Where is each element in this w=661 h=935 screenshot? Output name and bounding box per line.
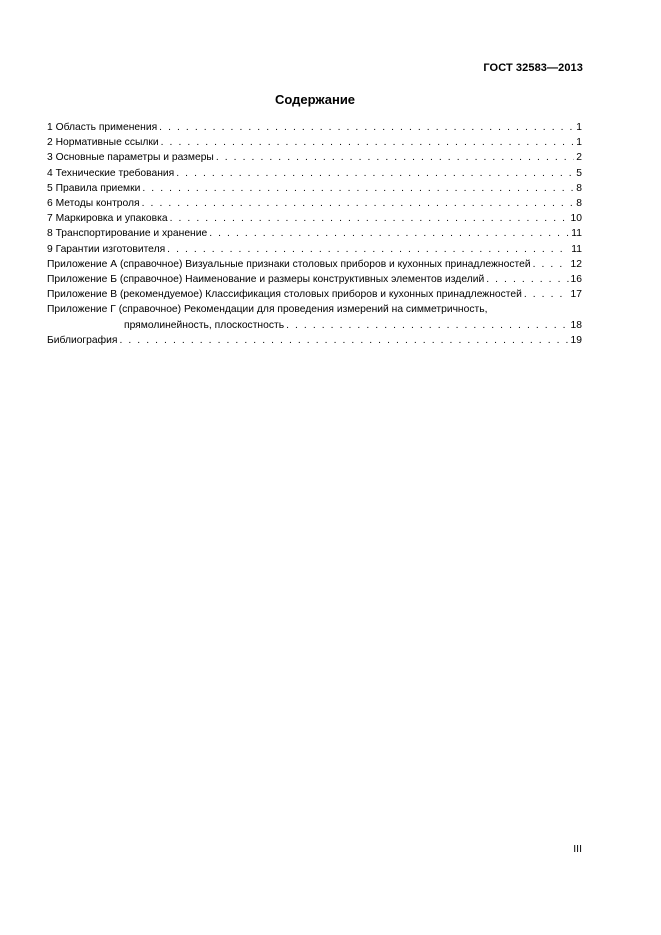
toc-entry-page: 11 (571, 228, 582, 240)
toc-entry-label: Приложение А (справочное) Визуальные признаки столовых приборов и кухонных принадлежностей (47, 258, 531, 270)
leader-dots (533, 257, 569, 272)
toc-title: Содержание (274, 92, 356, 107)
leader-dots (524, 287, 569, 302)
toc-entry-label: 4 Технические требования (47, 167, 175, 179)
toc-entry-label: 2 Нормативные ссылки (47, 137, 159, 149)
toc-entry[interactable] (47, 272, 582, 287)
document-code: ГОСТ 32583—2013 (483, 62, 583, 74)
toc-entry[interactable] (47, 181, 582, 196)
toc-entry-page: 19 (570, 334, 582, 346)
toc-entry-label: 1 Область применения (47, 122, 158, 133)
toc-entry[interactable] (47, 166, 582, 181)
toc-entry-page: 16 (570, 274, 582, 286)
toc-entry-page: 5 (576, 167, 582, 179)
leader-dots (170, 211, 569, 226)
leader-dots (159, 120, 574, 135)
toc-entry-label: Приложение В (рекомендуемое) Классификация столовых приборов и кухонных принадлежностей (47, 289, 522, 301)
toc-entry-label: Приложение Б (справочное) Наименование и размеры конструктивных элементов изделий (47, 274, 485, 286)
toc-entry[interactable] (47, 135, 582, 150)
leader-dots (161, 135, 575, 150)
toc-entry-label: 8 Транспортирование и хранение (47, 228, 208, 240)
toc-entry-continuation[interactable] (47, 318, 582, 333)
leader-dots (209, 226, 569, 241)
toc-entry-label: 6 Методы контроля (47, 198, 140, 210)
toc-entry[interactable] (47, 226, 582, 241)
leader-dots (142, 196, 575, 211)
page-number: III (573, 843, 582, 855)
toc-entry-page: 8 (576, 182, 582, 194)
toc-entry-page: 8 (576, 198, 582, 210)
toc-entry[interactable] (47, 257, 582, 272)
toc-entry-label: 5 Правила приемки (47, 182, 141, 194)
toc-entry-label: 3 Основные параметры и размеры (47, 152, 214, 164)
toc-entry-label: Приложение Г (справочное) Рекомендации для проведения измерений на симметричность, (47, 304, 488, 316)
leader-dots (286, 318, 568, 333)
toc-entry-page: 2 (576, 152, 582, 164)
toc-entry-label: Библиография (47, 334, 118, 346)
table-of-contents (47, 120, 582, 348)
toc-entry-first-line[interactable] (47, 302, 582, 317)
toc-entry-page: 1 (576, 122, 582, 133)
toc-entry-label: прямолинейность, плоскостность (124, 319, 285, 331)
toc-entry-label: 7 Маркировка и упаковка (47, 213, 168, 225)
toc-entry-label: 9 Гарантии изготовителя (47, 243, 166, 255)
toc-entry-page: 12 (570, 258, 582, 270)
toc-entry[interactable] (47, 287, 582, 302)
toc-entry[interactable] (47, 333, 582, 348)
toc-entry[interactable] (47, 196, 582, 211)
leader-dots (176, 166, 574, 181)
leader-dots (167, 242, 569, 257)
toc-entry-page: 10 (570, 213, 582, 225)
toc-entry-page: 11 (571, 243, 582, 255)
toc-entry-page: 18 (570, 319, 582, 331)
toc-entry[interactable] (47, 150, 582, 165)
toc-entry[interactable] (47, 211, 582, 226)
leader-dots (216, 150, 574, 165)
leader-dots (486, 272, 568, 287)
leader-dots (142, 181, 574, 196)
toc-entry-page: 1 (576, 137, 582, 149)
leader-dots (119, 333, 568, 348)
toc-entry[interactable] (47, 120, 582, 135)
toc-entry[interactable] (47, 242, 582, 257)
toc-entry-page: 17 (570, 289, 582, 301)
